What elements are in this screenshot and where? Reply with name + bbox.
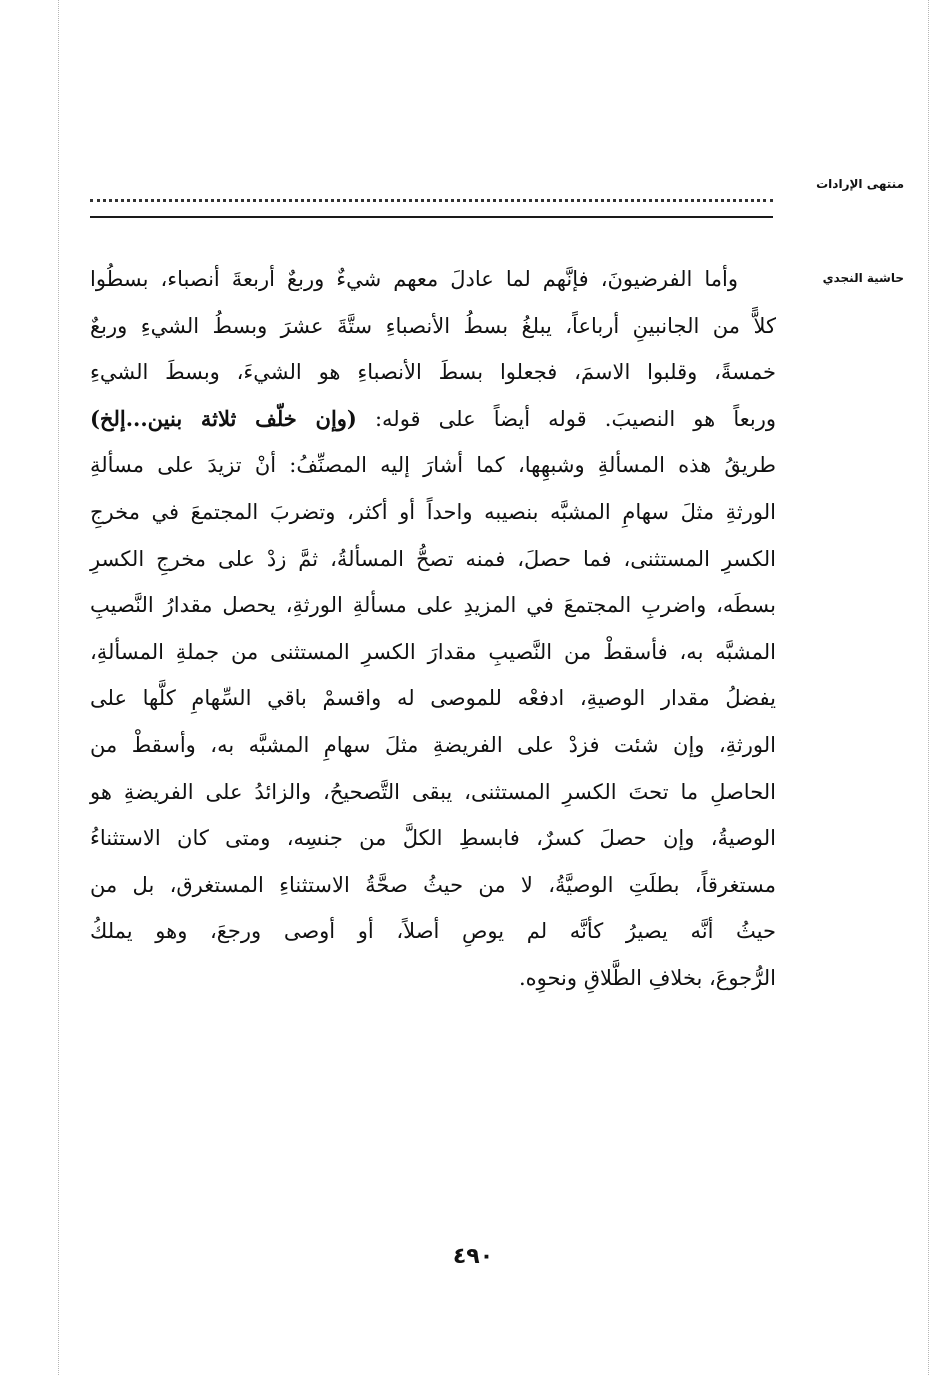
text-line: خمسةً، وقلبوا الاسمَ، فجعلوا بسطَ الأنصباءِ هو الشيءَ، وبسطَ الشيءِ — [90, 360, 776, 385]
running-header-book-title: منتهى الإرادات — [816, 177, 904, 191]
quoted-matn-phrase: (وإن خلّف ثلاثة بنين...إلخ) — [90, 405, 357, 431]
header-dotted-divider — [90, 199, 773, 202]
text-line: الورثةِ، وإن شئت فزدْ على الفريضةِ مثلَ سهامِ المشبَّه به، وأسقطْ من — [90, 732, 776, 757]
text-line: يفضلُ مقدار الوصيةِ، ادفعْه للموصى له واقسمْ باقي السِّهامِ كلَّها على — [90, 686, 776, 711]
scan-margin-line-left — [58, 0, 59, 1375]
text-line: بسطَه، واضربِ المجتمعَ في المزيدِ على مسألةِ الورثةِ، يحصل مقدارُ النَّصيبِ — [90, 593, 776, 618]
text-line: الرُّجوعَ، بخلافِ الطَّلاقِ ونحوِه. — [518, 965, 776, 990]
text-line: المشبَّه به، فأسقطْ من النَّصيبِ مقدارَ الكسرِ المستثنى من جملةِ المسألةِ، — [90, 639, 776, 664]
text-line: مستغرقاً، بطلَتِ الوصيَّةُ، لا من حيثُ صحَّةُ الاستثناءِ المستغرق، بل من — [90, 872, 776, 897]
text-line: الورثةِ مثلَ سهامِ المشبَّه بنصيبه واحداً أو أكثر، وتضربَ المجتمعَ في مخرجِ — [90, 499, 776, 524]
text-line: الكسرِ المستثنى، فما حصلَ، فمنه تصحُّ المسألةُ، ثمَّ زدْ على مخرجِ الكسرِ — [90, 546, 776, 571]
scan-margin-line-right — [928, 0, 929, 1375]
text-line: الحاصلِ ما تحتَ الكسرِ المستثنى، يبقى التَّصحيحُ، والزائدُ على الفريضةِ هو — [90, 779, 776, 804]
text-line: وأما الفرضيونَ، فإنَّهم لما عادلَ معهم شيءٌ وربعٌ أربعةَ أنصباء، بسطُوا — [90, 267, 738, 291]
text-line: طريقُ هذه المسألةِ وشبهِها، كما أشارَ إليه المصنِّفُ: أنْ تزيدَ على مسألةِ — [90, 453, 776, 478]
text-line: حيثُ أنَّه يصيرُ كأنَّه لم يوصِ أصلاً، أو أوصى ورجعَ، وهو يملكُ — [90, 919, 776, 944]
text-line: وربعاً هو النصيبَ. قوله أيضاً على قوله: (وإن خلّف ثلاثة بنين...إلخ) — [90, 405, 776, 431]
header-solid-divider — [90, 216, 773, 218]
text-line: الوصيةُ، وإن حصلَ كسرٌ، فابسطِ الكلَّ من جنسِه، ومتى كان الاستثناءُ — [90, 826, 776, 851]
text-line: كلاًّ من الجانبينِ أرباعاً، يبلغُ بسطُ الأنصباءِ ستَّةَ عشرَ وبسطُ الشيءِ وربعٌ — [90, 313, 776, 338]
margin-label-author: حاشية النجدي — [822, 271, 904, 285]
page-number: ٤٩٠ — [452, 1244, 494, 1269]
main-text — [90, 256, 776, 1002]
